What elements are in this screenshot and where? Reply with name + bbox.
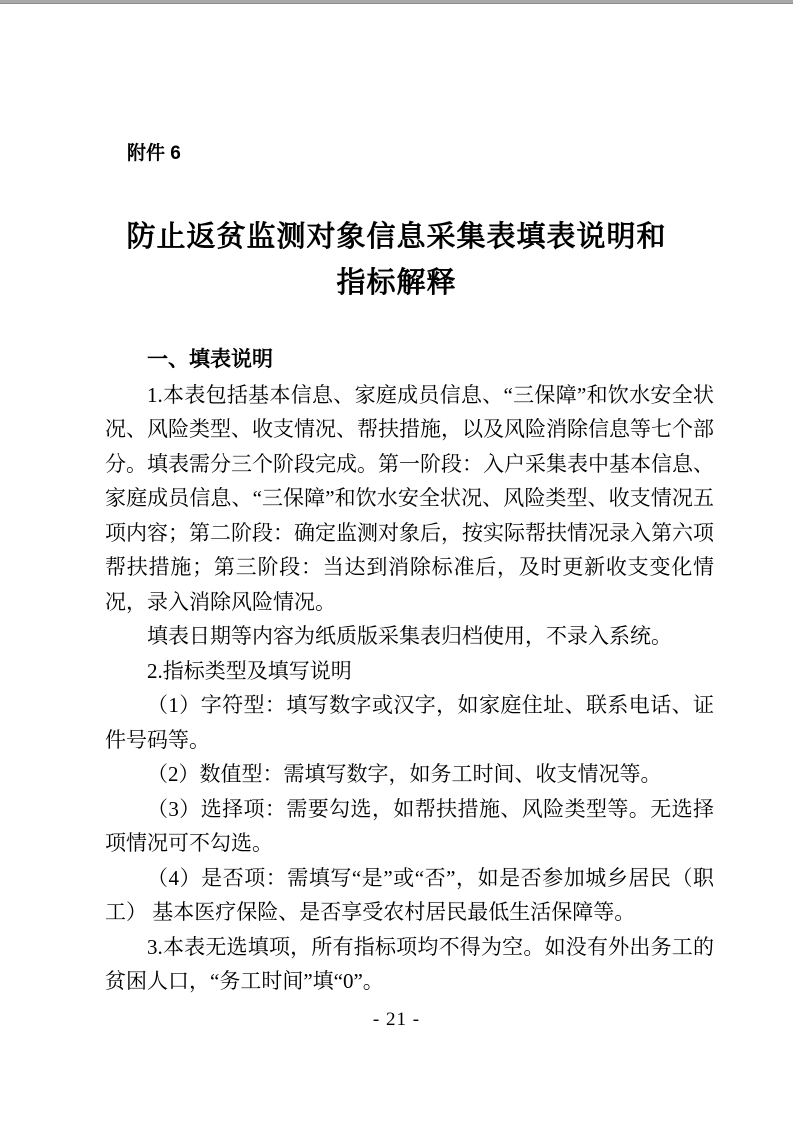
- paragraph-4: （1）字符型：填写数字或汉字，如家庭住址、联系电话、证件号码等。: [105, 693, 714, 752]
- paragraph-5: （2）数值型：需填写数字，如务工时间、收支情况等。: [147, 762, 662, 786]
- document-title-line-1: 防止返贫监测对象信息采集表填表说明和: [126, 221, 667, 253]
- paragraph-7: （4）是否项：需填写“是”或“否”，如是否参加城乡居民（职工） 基本医疗保险、是否享受农村居民最低生活保障等。: [105, 865, 714, 924]
- paragraph-1: 1.本表包括基本信息、家庭成员信息、“三保障”和饮水安全状况、风险类型、收支情况、帮扶措施，以及风险消除信息等七个部分。填表需分三个阶段完成。第一阶段：入户采集表中基本信息、家庭成员信息、“三保障”和饮水安全状况、风险类型、收支情况五项内容；第二阶段：确定监测对象后，按实际帮扶情况录入第六项帮扶措施；第三阶段：当达到消除标准后，及时更新收支变化情况，录入消除风险情况。: [105, 382, 714, 614]
- document-title: [0, 214, 793, 306]
- paragraph-8: 3.本表无选填项，所有指标项均不得为空。如没有外出务工的贫困人口，“务工时间”填“0”。: [105, 934, 714, 993]
- document-body: [105, 343, 714, 999]
- page-content: [0, 143, 793, 999]
- paragraph-3: 2.指标类型及填写说明: [147, 658, 352, 683]
- attachment-label: 附件 6: [127, 143, 181, 164]
- page-number: - 21 -: [372, 1009, 421, 1030]
- document-title-line-2: 指标解释: [336, 267, 457, 299]
- section-heading: 一、填表说明: [147, 348, 273, 371]
- paragraph-6: （3）选择项：需要勾选，如帮扶措施、风险类型等。无选择项情况可不勾选。: [105, 796, 714, 855]
- paragraph-2: 填表日期等内容为纸质版采集表归档使用，不录入系统。: [147, 624, 672, 648]
- page-top-divider: [0, 0, 793, 4]
